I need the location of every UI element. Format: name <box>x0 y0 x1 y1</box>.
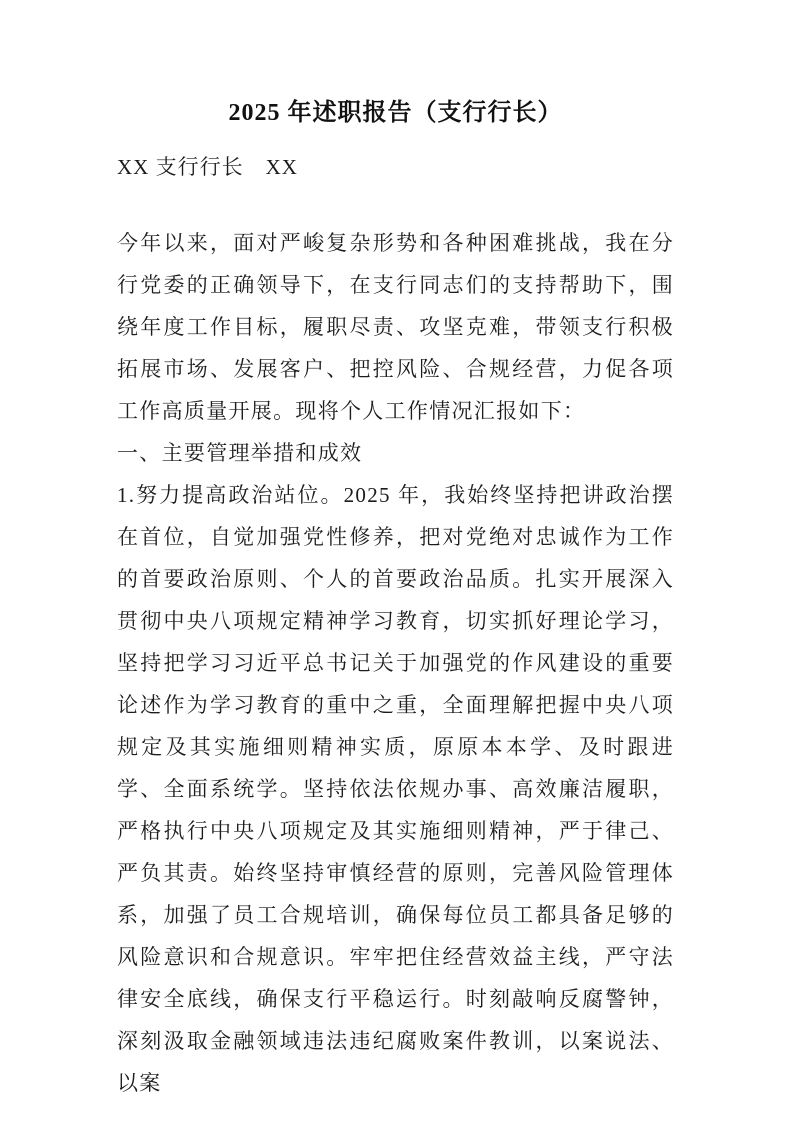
paragraph-intro: 今年以来，面对严峻复杂形势和各种困难挑战，我在分行党委的正确领导下，在支行同志们的支持帮助下，围绕年度工作目标，履职尽责、攻坚克难，带领支行积极拓展市场、发展客户、把控风险、合规经营，力促各项工作高质量开展。现将个人工作情况汇报如下： <box>117 231 674 423</box>
section-heading-main-measures: 一、主要管理举措和成效 <box>117 441 363 465</box>
document-title: 2025 年述职报告（支行行长） <box>228 100 563 126</box>
document-body <box>117 222 674 1104</box>
paragraph-political-stance: 1.努力提高政治站位。2025 年，我始终坚持把讲政治摆在首位，自觉加强党性修养，把对党绝对忠诚作为工作的首要政治原则、个人的首要政治品质。扎实开展深入贯彻中央八项规定精神学习教育，切实抓好理论学习，坚持把学习习近平总书记关于加强党的作风建设的重要论述作为学习教育的重中之重，全面理解把握中央八项规定及其实施细则精神实质，原原本本学、及时跟进学、全面系统学。坚持依法依规办事、高效廉洁履职，严格执行中央八项规定及其实施细则精神，严于律己、严负其责。始终坚持审慎经营的原则，完善风险管理体系，加强了员工合规培训，确保每位员工都具备足够的风险意识和合规意识。牢牢把住经营效益主线，严守法律安全底线，确保支行平稳运行。时刻敲响反腐警钟，深刻汲取金融领域违法违纪腐败案件教训，以案说法、以案 <box>117 483 674 1095</box>
document-byline: XX 支行行长 XX <box>117 155 298 179</box>
